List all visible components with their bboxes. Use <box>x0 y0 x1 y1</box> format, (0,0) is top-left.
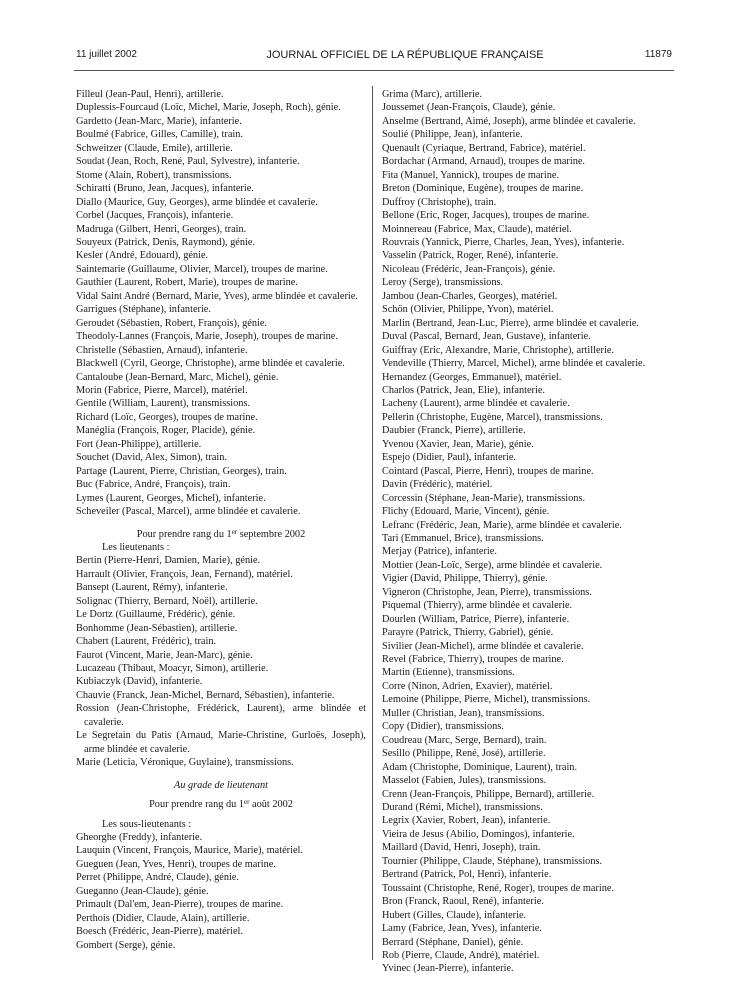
list-item: Durand (Rémi, Michel), transmissions. <box>382 802 543 814</box>
list-item: Yvenou (Xavier, Jean, Marie), génie. <box>382 438 534 450</box>
list-item: Sivilier (Jean-Michel), arme blindée et cavalerie. <box>382 640 584 652</box>
list-item: Vasselin (Patrick, Roger, René), infanterie. <box>382 250 559 262</box>
list-item: Grima (Marc), artillerie. <box>382 89 483 100</box>
list-item: Scheveiler (Pascal, Marcel), arme blindée et cavalerie. <box>76 506 301 518</box>
list-item: Lefranc (Frédéric, Jean, Marie), arme blindée et cavalerie. <box>382 519 622 531</box>
list-item: Guiffray (Eric, Alexandre, Marie, Christophe), artillerie. <box>382 344 614 356</box>
list-item: Crenn (Jean-François, Philippe, Bernard), artillerie. <box>382 788 595 800</box>
list-item: Leroy (Serge), transmissions. <box>382 277 504 289</box>
list-item: Davin (Frédéric), matériel. <box>382 479 493 491</box>
list-item: Hubert (Gilles, Claude), infanterie. <box>382 909 527 921</box>
list-item: Corbel (Jacques, François), infanterie. <box>76 210 234 222</box>
list-item: Rouvrais (Yannick, Pierre, Charles, Jean, Yves), infanterie. <box>382 236 625 248</box>
list-item: Corre (Ninon, Adrien, Exavier), matériel. <box>382 680 553 692</box>
list-item: Dourlen (William, Patrice, Pierre), infanterie. <box>382 613 570 625</box>
list-item: Toussaint (Christophe, René, Roger), troupes de marine. <box>382 882 615 894</box>
list-item: Kubiaczyk (David), infanterie. <box>76 676 203 688</box>
list-item: Masselot (Fabien, Jules), transmissions. <box>382 775 547 787</box>
list-item: Muller (Christian, Jean), transmissions. <box>382 707 545 719</box>
list-item: Chauvie (Franck, Jean-Michel, Bernard, Sébastien), infanterie. <box>76 689 335 701</box>
list-item: Souchet (David, Alex, Simon), train. <box>76 452 227 464</box>
list-item: Corcessin (Stéphane, Jean-Marie), transmissions. <box>382 492 586 504</box>
list-item: Duffroy (Christophe), train. <box>382 196 497 208</box>
list-item: Vigneron (Christophe, Jean, Pierre), transmissions. <box>382 586 592 598</box>
list-item: Lucazeau (Thibaut, Moacyr, Simon), artillerie. <box>76 663 269 675</box>
list-item: Martin (Etienne), transmissions. <box>382 667 515 679</box>
journal-title: JOURNAL OFFICIEL DE LA RÉPUBLIQUE FRANÇAISE <box>266 49 544 61</box>
list-item: Perret (Philippe, André, Claude), génie. <box>76 872 239 884</box>
list-item: Flichy (Edouard, Marie, Vincent), génie. <box>382 506 550 518</box>
list-item: Berrard (Stéphane, Daniel), génie. <box>382 936 524 948</box>
heading-superscript: er <box>231 527 238 536</box>
list-item: Nicoleau (Frédéric, Jean-François), génie. <box>382 263 556 275</box>
list-item: Tournier (Philippe, Claude, Stéphane), transmissions. <box>382 855 603 867</box>
list-item: Souyeux (Patrick, Denis, Raymond), génie. <box>76 236 256 248</box>
list-item: Rossion (Jean-Christophe, Frédérick, Laurent), arme blindée et cavalerie. <box>76 703 366 728</box>
list-item: Espejo (Didier, Paul), infanterie. <box>382 452 516 464</box>
list-item: Le Dortz (Guillaume, Frédéric), génie. <box>76 609 236 621</box>
left-column <box>76 88 366 952</box>
list-item: Blackwell (Cyril, George, Christophe), arme blindée et cavalerie. <box>76 358 345 370</box>
list-item: Vigier (David, Philippe, Thierry), génie. <box>382 573 548 585</box>
list-item: Cointard (Pascal, Pierre, Henri), troupes de marine. <box>382 465 594 477</box>
list-item: Hernandez (Georges, Emmanuel), matériel. <box>382 371 562 383</box>
list-item: Gombert (Serge), génie. <box>76 939 176 951</box>
list-item: Partage (Laurent, Pierre, Christian, Georges), train. <box>76 465 287 477</box>
list-item: Joussemet (Jean-François, Claude), génie. <box>382 102 556 114</box>
list-item: Lemoine (Philippe, Pierre, Michel), transmissions. <box>382 694 591 706</box>
list-item: Bansept (Laurent, Rémy), infanterie. <box>76 582 228 594</box>
list-item: Theodoly-Lannes (François, Marie, Joseph), troupes de marine. <box>76 331 338 343</box>
list-item: Madruga (Gilbert, Henri, Georges), train. <box>76 223 247 235</box>
heading-text: septembre 2002 <box>237 528 306 540</box>
list-item: Saintemarie (Guillaume, Olivier, Marcel), troupes de marine. <box>76 263 328 275</box>
list-item: Solignac (Thierry, Bernard, Noël), artillerie. <box>76 595 258 607</box>
list-item: Gentile (William, Laurent), transmissions. <box>76 398 251 410</box>
column-separator <box>372 86 373 960</box>
list-item: Fort (Jean-Philippe), artillerie. <box>76 438 202 450</box>
list-item: Boulmé (Fabrice, Gilles, Camille), train. <box>76 129 243 141</box>
list-item: Bordachar (Armand, Arnaud), troupes de marine. <box>382 156 586 168</box>
list-item: Breton (Dominique, Eugène), troupes de marine. <box>382 183 584 195</box>
list-item: Vendeville (Thierry, Marcel, Michel), arme blindée et cavalerie. <box>382 358 646 370</box>
list-item: Garrigues (Stéphane), infanterie. <box>76 304 211 316</box>
subheading-sous-lieutenants: Les sous-lieutenants : <box>102 818 192 830</box>
list-item: Pellerin (Christophe, Eugène, Marcel), transmissions. <box>382 411 603 423</box>
list-item: Bertrand (Patrick, Pol, Henri), infanterie. <box>382 869 552 881</box>
list-item: Schiratti (Bruno, Jean, Jacques), infanterie. <box>76 183 254 195</box>
list-item: Marie (Leticia, Véronique, Guylaine), transmissions. <box>76 757 294 769</box>
grade-heading: Au grade de lieutenant <box>173 779 269 791</box>
list-item: Duplessis-Fourcaud (Loïc, Michel, Marie, Joseph, Roch), génie. <box>76 102 341 114</box>
list-item: Adam (Christophe, Dominique, Laurent), train. <box>382 761 578 773</box>
list-item: Harrault (Olivier, François, Jean, Fernand), matériel. <box>76 568 293 580</box>
list-item: Soulié (Philippe, Jean), infanterie. <box>382 129 523 141</box>
list-item: Parayre (Patrick, Thierry, Gabriel), génie. <box>382 627 554 639</box>
list-item: Bonhomme (Jean-Sébastien), artillerie. <box>76 622 238 634</box>
list-item: Merjay (Patrice), infanterie. <box>382 546 497 558</box>
heading-text: août 2002 <box>249 799 293 811</box>
page-number: 11879 <box>644 49 672 60</box>
list-item: Filleul (Jean-Paul, Henri), artillerie. <box>76 89 224 100</box>
list-item: Lacheny (Laurent), arme blindée et cavalerie. <box>382 398 570 410</box>
right-column <box>382 88 674 976</box>
list-item: Faurot (Vincent, Marie, Jean-Marc), génie. <box>76 649 253 661</box>
list-item: Geroudet (Sébastien, Robert, François), génie. <box>76 317 268 329</box>
list-item: Copy (Didier), transmissions. <box>382 721 504 733</box>
list-item: Rob (Pierre, Claude, André), matériel. <box>382 950 540 961</box>
list-item: Lamy (Fabrice, Jean, Yves), infanterie. <box>382 923 542 935</box>
list-item: Piquemal (Thierry), arme blindée et cavalerie. <box>382 600 573 612</box>
list-item: Richard (Loïc, Georges), troupes de marine. <box>76 411 258 423</box>
list-item: Diallo (Maurice, Guy, Georges), arme blindée et cavalerie. <box>76 196 318 208</box>
header-date: 11 juillet 2002 <box>76 49 137 60</box>
list-item: Gardetto (Jean-Marc, Marie), infanterie. <box>76 115 242 127</box>
list-item: Vidal Saint André (Bernard, Marie, Yves), arme blindée et cavalerie. <box>76 290 358 302</box>
list-item: Buc (Fabrice, André, François), train. <box>76 479 231 491</box>
list-item: Jambou (Jean-Charles, Georges), matériel. <box>382 290 558 302</box>
list-item: Coudreau (Marc, Serge, Bernard), train. <box>382 734 547 746</box>
list-item: Quenault (Cyriaque, Bertrand, Fabrice), matériel. <box>382 142 586 154</box>
list-item: Primault (Dal'em, Jean-Pierre), troupes de marine. <box>76 899 284 911</box>
list-item: Boesch (Frédéric, Jean-Pierre), matériel. <box>76 926 243 938</box>
promotion-list-lieutenants <box>76 554 366 769</box>
list-item: Le Segretain du Patis (Arnaud, Marie-Christine, Gurloës, Joseph), arme blindée et cavalerie. <box>76 730 366 755</box>
heading-text: Pour prendre rang du 1 <box>149 799 244 811</box>
list-item: Gheorghe (Freddy), infanterie. <box>76 832 203 844</box>
list-item: Maillard (David, Henri, Joseph), train. <box>382 842 541 854</box>
list-item: Fita (Manuel, Yannick), troupes de marine. <box>382 169 560 181</box>
list-item: Sesillo (Philippe, René, José), artillerie. <box>382 748 546 760</box>
list-item: Vieira de Jesus (Abilio, Domingos), infanterie. <box>382 828 575 840</box>
list-item: Schweitzer (Claude, Emile), artillerie. <box>76 142 233 154</box>
list-item: Morin (Fabrice, Pierre, Marcel), matériel. <box>76 384 248 396</box>
list-item: Duval (Pascal, Bernard, Jean, Gustave), infanterie. <box>382 331 591 343</box>
list-item: Perthois (Didier, Claude, Alain), artillerie. <box>76 912 250 924</box>
list-item: Gueguen (Jean, Yves, Henri), troupes de marine. <box>76 858 276 870</box>
list-item: Chabert (Laurent, Frédéric), train. <box>76 636 217 648</box>
list-item: Bellone (Eric, Roger, Jacques), troupes de marine. <box>382 210 590 222</box>
heading-text: Pour prendre rang du 1 <box>136 528 232 540</box>
list-item: Christelle (Sébastien, Arnaud), infanterie. <box>76 344 248 356</box>
list-item: Yvinec (Jean-Pierre), infanterie. <box>382 963 514 975</box>
list-item: Mottier (Jean-Loïc, Serge), arme blindée et cavalerie. <box>382 559 603 571</box>
promotion-list-continued <box>76 88 366 519</box>
list-item: Schön (Olivier, Philippe, Yvon), matériel. <box>382 304 554 316</box>
list-item: Charlos (Patrick, Jean, Elie), infanterie. <box>382 384 545 396</box>
promotion-list-sous-lieutenants <box>76 831 366 952</box>
section-heading-august <box>76 798 366 811</box>
subheading-lieutenants: Les lieutenants : <box>102 541 170 553</box>
section-heading-september <box>76 528 366 541</box>
heading-superscript: er <box>244 798 250 807</box>
list-item: Soudat (Jean, Roch, René, Paul, Sylvestre), infanterie. <box>76 156 300 168</box>
list-item: Stome (Alain, Robert), transmissions. <box>76 169 232 181</box>
promotion-list-right <box>382 88 674 976</box>
list-item: Marlin (Bertrand, Jean-Luc, Pierre), arme blindée et cavalerie. <box>382 317 640 329</box>
list-item: Moinnereau (Fabrice, Max, Claude), matériel. <box>382 223 572 235</box>
list-item: Bertin (Pierre-Henri, Damien, Marie), génie. <box>76 555 261 567</box>
list-item: Lymes (Laurent, Georges, Michel), infanterie. <box>76 492 266 504</box>
list-item: Gauthier (Laurent, Robert, Marie), troupes de marine. <box>76 277 298 289</box>
list-item: Revel (Fabrice, Thierry), troupes de marine. <box>382 654 564 666</box>
list-item: Kesler (André, Edouard), génie. <box>76 250 209 262</box>
list-item: Bron (Franck, Raoul, René), infanterie. <box>382 896 544 908</box>
header-rule <box>74 70 674 71</box>
list-item: Daubier (Franck, Pierre), artillerie. <box>382 425 526 437</box>
list-item: Cantaloube (Jean-Bernard, Marc, Michel), génie. <box>76 371 279 383</box>
list-item: Legrix (Xavier, Robert, Jean), infanterie. <box>382 815 551 827</box>
list-item: Gueganno (Jean-Claude), génie. <box>76 885 209 897</box>
list-item: Lauquin (Vincent, François, Maurice, Marie), matériel. <box>76 845 303 857</box>
list-item: Anselme (Bertrand, Aimé, Joseph), arme blindée et cavalerie. <box>382 115 636 127</box>
list-item: Manéglia (François, Roger, Placide), génie. <box>76 425 256 437</box>
list-item: Tari (Emmanuel, Brice), transmissions. <box>382 532 544 544</box>
